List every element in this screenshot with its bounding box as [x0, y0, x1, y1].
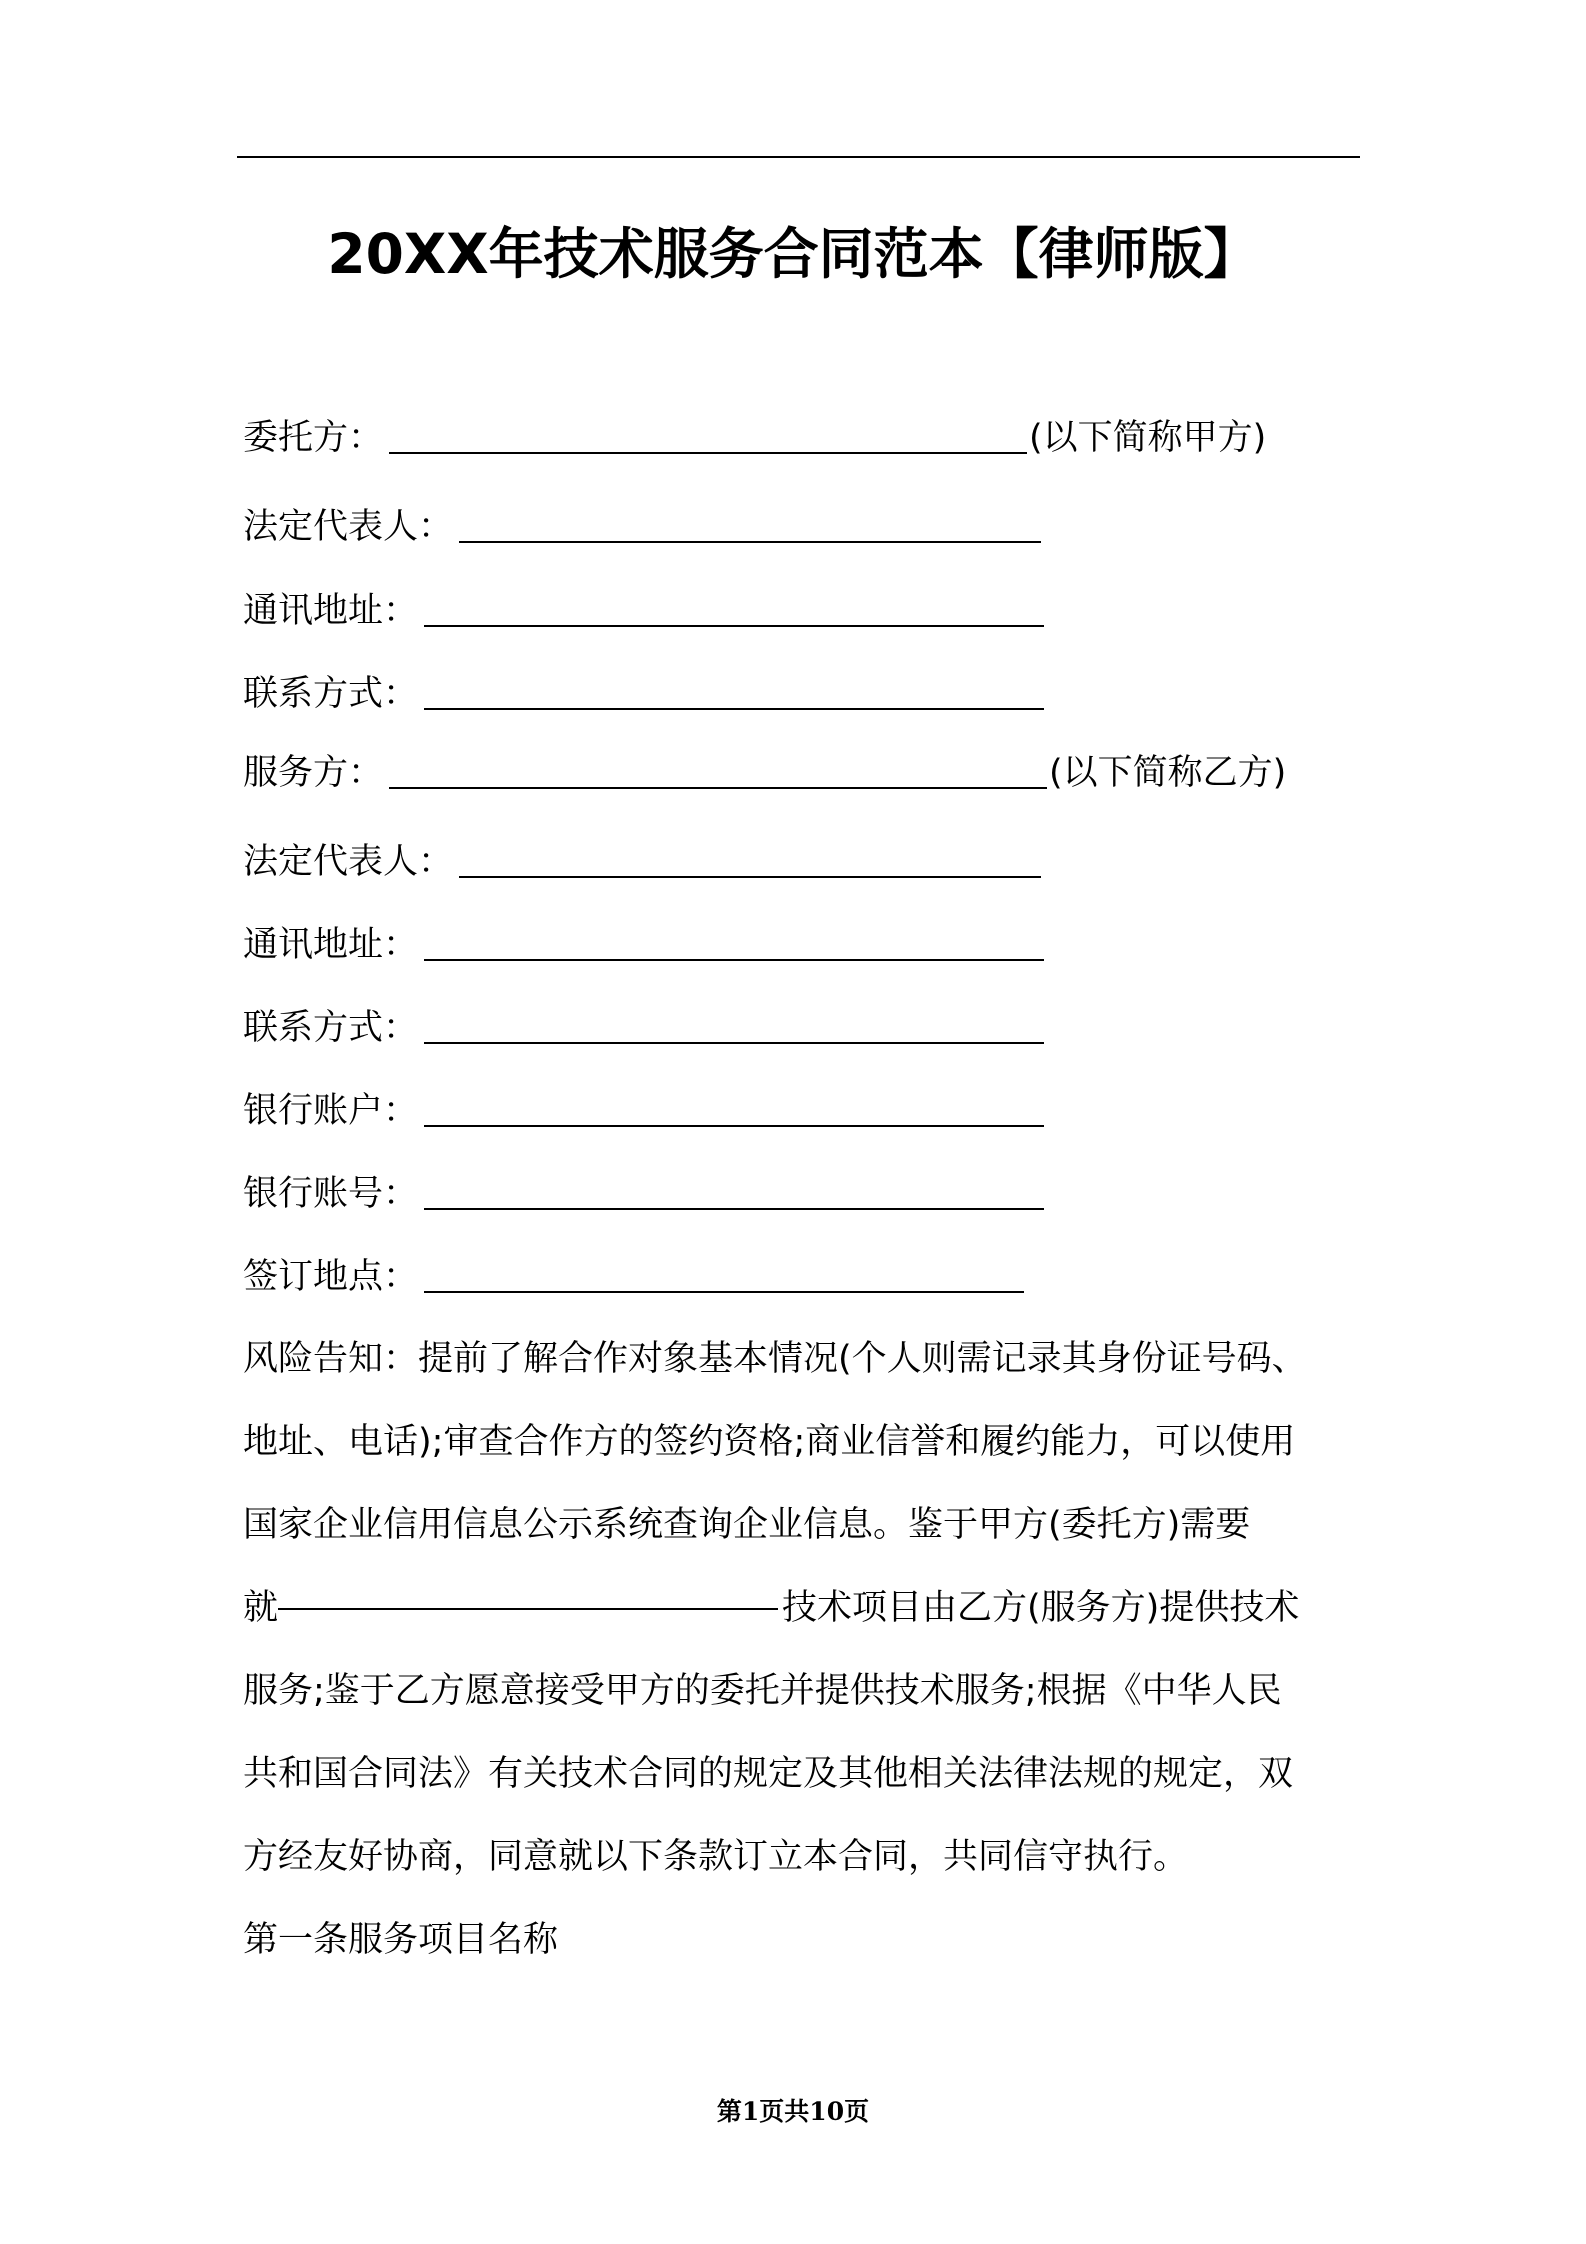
- header-rule: [237, 156, 1360, 158]
- project-prefix: 就: [243, 1588, 279, 1628]
- provider-address-field: [243, 920, 1044, 970]
- risk-notice-line: 地址、电话);审查合作方的签约资格;商业信誉和履约能力，可以使用: [243, 1422, 1296, 1462]
- provider-contact-field: [243, 1003, 1044, 1053]
- signing-place-blank: [424, 1291, 1024, 1293]
- risk-notice-line: 方经友好协商，同意就以下条款订立本合同，共同信守执行。: [243, 1837, 1189, 1877]
- provider-field: [243, 748, 1286, 798]
- provider-address-blank: [424, 959, 1044, 961]
- client-suffix: (以下简称甲方): [1029, 418, 1267, 458]
- risk-notice-line: 国家企业信用信息公示系统查询企业信息。鉴于甲方(委托方)需要: [243, 1505, 1251, 1545]
- bank-account-name-blank: [424, 1125, 1044, 1127]
- risk-notice-line-with-blank: [243, 1583, 1363, 1633]
- bank-account-number-blank: [424, 1208, 1044, 1210]
- bank-account-name-field: [243, 1086, 1044, 1136]
- client-contact-field: [243, 669, 1044, 719]
- risk-notice-line: 服务;鉴于乙方愿意接受甲方的委托并提供技术服务;根据《中华人民: [243, 1671, 1282, 1711]
- signing-place-field: [243, 1252, 1024, 1302]
- provider-contact-label: 联系方式：: [243, 1008, 419, 1048]
- article-1-heading: 第一条服务项目名称: [243, 1920, 559, 1960]
- signing-place-label: 签订地点：: [243, 1257, 419, 1297]
- provider-suffix: (以下简称乙方): [1049, 753, 1287, 793]
- client-contact-label: 联系方式：: [243, 674, 419, 714]
- provider-legal-rep-blank: [459, 876, 1041, 878]
- risk-notice-line: 共和国合同法》有关技术合同的规定及其他相关法律法规的规定，双: [243, 1754, 1294, 1794]
- client-address-label: 通讯地址：: [243, 591, 419, 631]
- provider-label: 服务方：: [243, 753, 384, 793]
- client-contact-blank: [424, 708, 1044, 710]
- provider-contact-blank: [424, 1042, 1044, 1044]
- client-label: 委托方：: [243, 418, 384, 458]
- page-number-footer: 第1页共10页: [716, 2097, 870, 2126]
- project-name-blank: [278, 1608, 778, 1610]
- risk-notice-line: 风险告知：提前了解合作对象基本情况(个人则需记录其身份证号码、: [243, 1339, 1307, 1379]
- client-legal-rep-label: 法定代表人：: [243, 507, 454, 547]
- client-legal-rep-field: [243, 502, 1041, 552]
- bank-account-name-label: 银行账户：: [243, 1091, 419, 1131]
- client-legal-rep-blank: [459, 541, 1041, 543]
- document-title: 20XX年技术服务合同范本【律师版】: [327, 222, 1259, 286]
- bank-account-number-label: 银行账号：: [243, 1174, 419, 1214]
- provider-address-label: 通讯地址：: [243, 925, 419, 965]
- client-blank: [389, 452, 1027, 454]
- project-suffix: 技术项目由乙方(服务方)提供技术: [782, 1588, 1300, 1628]
- bank-account-number-field: [243, 1169, 1044, 1219]
- client-address-field: [243, 586, 1044, 636]
- client-field: [243, 413, 1266, 463]
- provider-legal-rep-label: 法定代表人：: [243, 842, 454, 882]
- provider-blank: [389, 787, 1047, 789]
- client-address-blank: [424, 625, 1044, 627]
- provider-legal-rep-field: [243, 837, 1041, 887]
